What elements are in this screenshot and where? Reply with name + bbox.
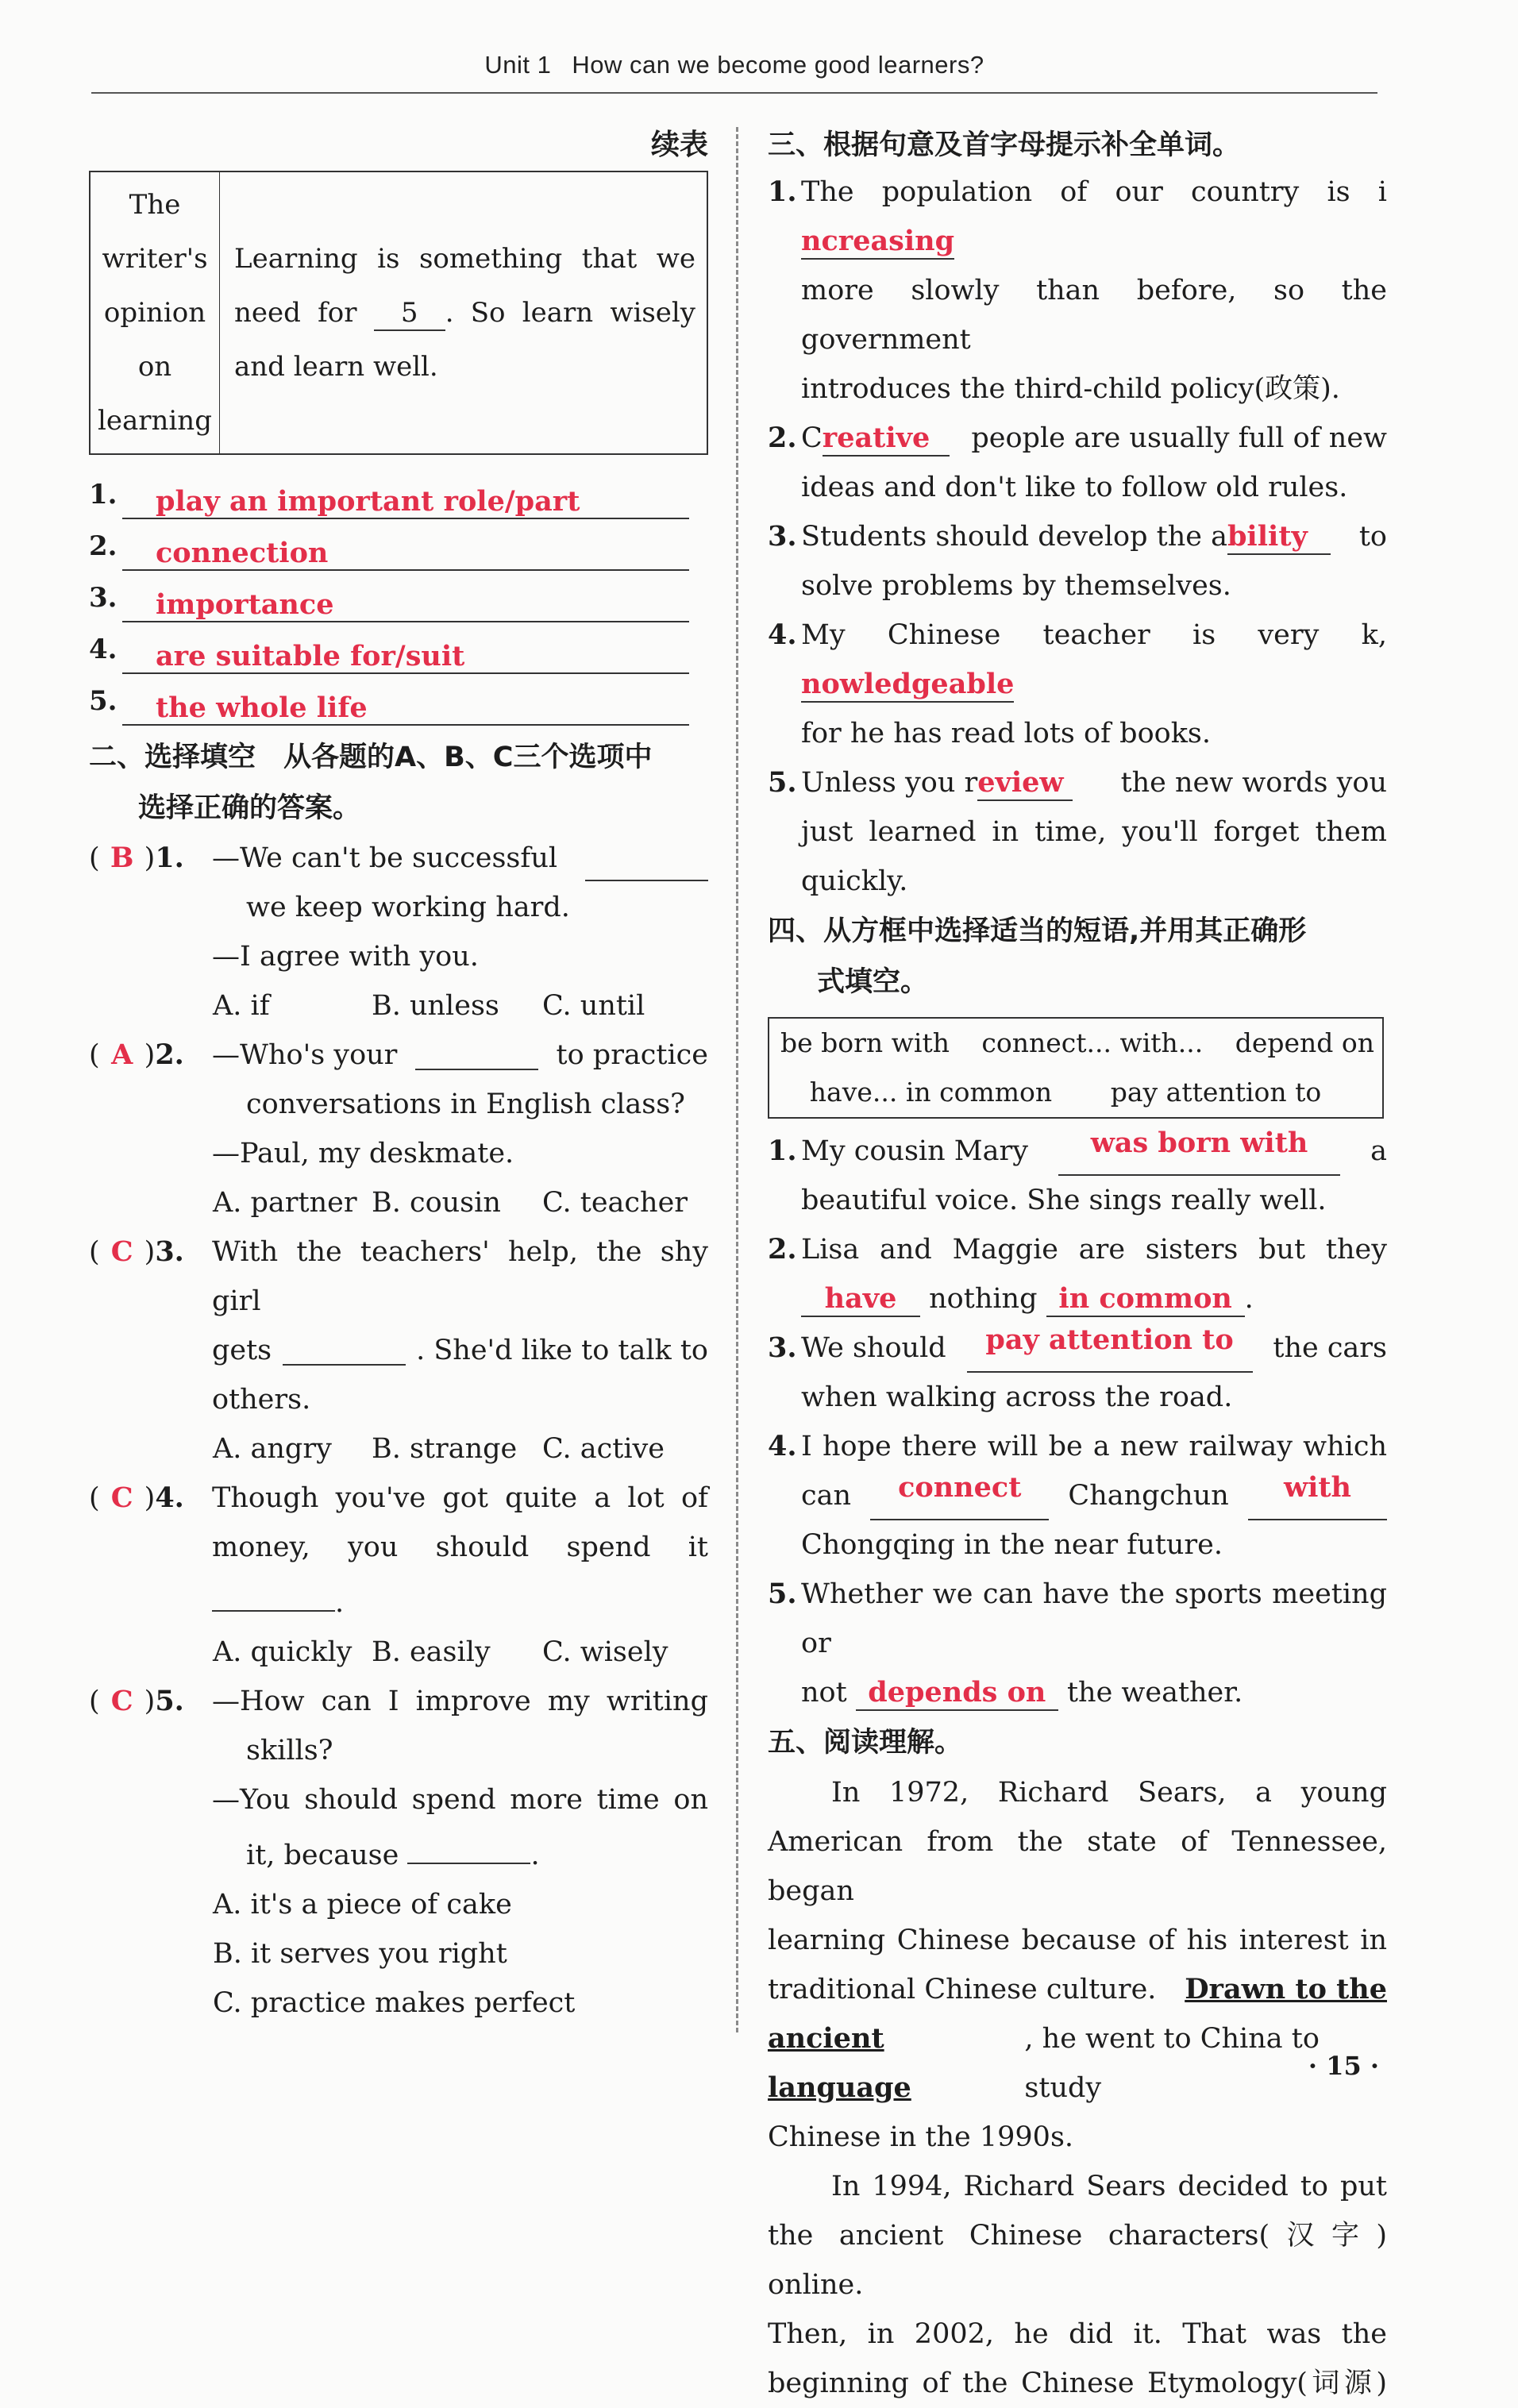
answer-4: C <box>110 1481 133 1514</box>
word-question-3: 3. Students should develop the ability to solve problems by themselves. <box>768 520 1387 602</box>
page-header <box>91 51 1377 91</box>
blank <box>212 1572 335 1612</box>
phrase-question-1: 1. My cousin Mary was born with a beautiful voice. She sings really well. <box>768 1127 1387 1216</box>
phrase-question-5: 5. Whether we can have the sports meeting or not depends on the weather. <box>768 1570 1387 1717</box>
word-question-5: 5. Unless you review the new words you just learned in time, you'll forget them quickly. <box>768 766 1387 897</box>
mc-question-5: ( C )5. —How can I improve my writing skills? —You should spend more time on it, because . A. it's a piece of cake B. it serves you right C. practice makes perfect <box>89 1677 708 2028</box>
answer-text-5: the whole life <box>122 692 689 726</box>
header-rule <box>91 92 1377 94</box>
phrase-5: pay attention to <box>1110 1077 1322 1108</box>
word-question-4: 4. My Chinese teacher is very knowledgeable , for he has read lots of books. <box>768 618 1387 749</box>
word-question-1: 1. The population of our country is increasing more slowly than before, so the government introduces the third-child policy(政策). <box>768 175 1387 405</box>
answer-text-1: play an important role/part <box>122 486 689 519</box>
phrase-question-4: 4. I hope there will be a new railway which can connect Changchun with Chongqing in the near future. <box>768 1430 1387 1561</box>
answer-3: C <box>110 1235 133 1268</box>
continued-label: 续表 <box>650 129 708 161</box>
answer-5: C <box>110 1685 133 1717</box>
right-column <box>768 123 1387 2408</box>
blank <box>415 1031 538 1070</box>
phrase-3: depend on <box>1235 1027 1374 1058</box>
mc-question-2: ( A )2. —Who's your to practice conversations in English class? —Paul, my deskmate. A. partner B. cousin C. teacher <box>89 1031 708 1227</box>
section-5-heading: 五、阅读理解。 <box>768 1727 963 1759</box>
mc-question-3: ( C )3. With the teachers' help, the shy girl gets . She'd like to talk to others. A. angry B. strange C. active <box>89 1227 708 1474</box>
section-4-heading: 四、从方框中选择适当的短语,并用其正确形 式填空。 <box>768 915 1307 998</box>
mc-question-4: ( C )4. Though you've got quite a lot of money, you should spend it . A. quickly B. easily C. wisely <box>89 1474 708 1677</box>
table-blank: 5 <box>374 297 445 331</box>
answer-line-5: 5. the whole life <box>89 674 708 726</box>
unit-label: Unit 1 <box>484 51 552 79</box>
page-number: · 15 · <box>1308 2051 1379 2081</box>
mc-question-1: ( B )1. —We can't be successful we keep working hard. —I agree with you. A. if B. unless C. until <box>89 834 708 1031</box>
table-text-after: . So learn wisely and learn well. <box>234 297 695 383</box>
blank <box>283 1326 406 1366</box>
answer-text-2: connection <box>122 537 689 571</box>
table-label-cell <box>90 171 220 454</box>
reading-paragraph-2: In 1994, Richard Sears decided to put the ancient Chinese characters(汉字) online. Then, in 2002, he did it. That was the beginning of the Chinese Etymology(词源) <box>768 2171 1387 2399</box>
left-column <box>89 123 708 2028</box>
answer-line-1: 1. play an important role/part <box>89 468 708 519</box>
table-text-cell <box>220 171 708 454</box>
section-3-heading: 三、根据句意及首字母提示补全单词。 <box>768 129 1241 161</box>
phrase-question-3: 3. We should pay attention to the cars when walking across the road. <box>768 1323 1387 1413</box>
answer-text-4: are suitable for/suit <box>122 641 689 674</box>
answer-line-2: 2. connection <box>89 519 708 571</box>
phrase-4: have... in common <box>809 1077 1053 1108</box>
column-divider <box>736 127 738 2032</box>
answer-2: A <box>111 1038 133 1071</box>
word-question-2: 2. Creative people are usually full of new ideas and don't like to follow old rules. <box>768 422 1387 503</box>
phrase-question-2: 2. Lisa and Maggie are sisters but they have nothing in common . <box>768 1225 1387 1323</box>
table-text-before: Learning is something that we need for <box>234 243 695 329</box>
phrase-1: be born with <box>780 1027 950 1058</box>
answer-line-4: 4. are suitable for/suit <box>89 622 708 674</box>
blank <box>407 1824 530 1864</box>
section-2-heading: 二、选择填空 从各题的A、B、C三个选项中 选择正确的答案。 <box>89 742 653 824</box>
unit-title: How can we become good learners? <box>572 51 984 79</box>
phrase-2: connect... with... <box>981 1027 1204 1058</box>
table-label: The writer's opinion on learning <box>98 189 212 437</box>
summary-table <box>89 171 708 455</box>
answer-1: B <box>110 842 134 874</box>
phrase-box <box>768 1017 1384 1119</box>
answer-line-3: 3. importance <box>89 571 708 622</box>
answer-text-3: importance <box>122 589 689 622</box>
blank <box>585 846 708 881</box>
reading-paragraph-1: In 1972, Richard Sears, a young American from the state of Tennessee, began learning Chinese because of his interest in traditional Chinese culture. Drawn to the ancient language , he went to China to study Chinese in the 1990s. <box>768 1777 1387 2153</box>
